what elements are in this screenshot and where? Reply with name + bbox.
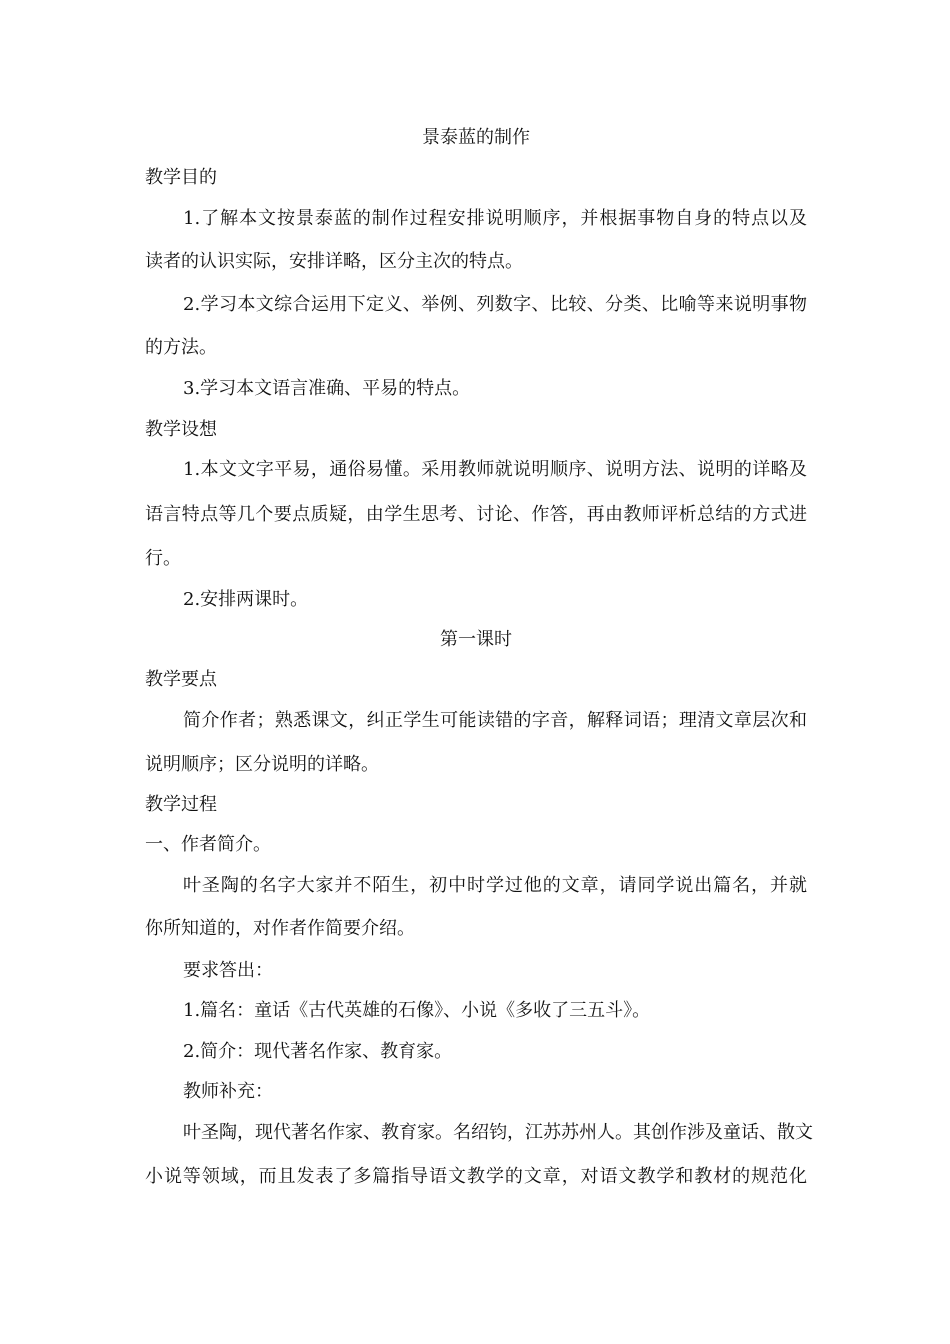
intro-line-2: 你所知道的，对作者作简要介绍。: [145, 918, 415, 939]
design-1-line-2: 语言特点等几个要点质疑，由学生思考、讨论、作答，再由教师评析总结的方式进: [145, 504, 807, 525]
objective-2-line-1: 2.学习本文综合运用下定义、举例、列数字、比较、分类、比喻等来说明事物: [183, 294, 807, 315]
lesson-1-title: 第一课时: [440, 629, 512, 650]
design-1-line-3: 行。: [145, 548, 181, 569]
document-title: 景泰蓝的制作: [422, 127, 530, 148]
answer-requirement: 要求答出：: [183, 960, 273, 981]
design-1-line-1: 1.本文文字平易，通俗易懂。采用教师就说明顺序、说明方法、说明的详略及: [183, 459, 807, 480]
answer-1: 1.篇名：童话《古代英雄的石像》、小说《多收了三五斗》。: [183, 1000, 651, 1021]
intro-line-1: 叶圣陶的名字大家并不陌生，初中时学过他的文章，请同学说出篇名，并就: [183, 875, 807, 896]
objective-1-line-1: 1.了解本文按景泰蓝的制作过程安排说明顺序，并根据事物自身的特点以及: [183, 208, 807, 229]
heading-keypoints: 教学要点: [145, 669, 217, 690]
teacher-addition: 教师补充：: [183, 1081, 273, 1102]
keypoints-line-2: 说明顺序；区分说明的详略。: [145, 754, 379, 775]
objective-3: 3.学习本文语言准确、平易的特点。: [183, 378, 471, 399]
objective-1-line-2: 读者的认识实际，安排详略，区分主次的特点。: [145, 251, 523, 272]
answer-2: 2.简介：现代著名作家、教育家。: [183, 1041, 453, 1062]
keypoints-line-1: 简介作者；熟悉课文，纠正学生可能读错的字音，解释词语；理清文章层次和: [183, 710, 807, 731]
bio-line-1: 叶圣陶，现代著名作家、教育家。名绍钧，江苏苏州人。其创作涉及童话、散文: [183, 1122, 813, 1143]
objective-2-line-2: 的方法。: [145, 337, 217, 358]
design-2: 2.安排两课时。: [183, 589, 309, 610]
heading-objectives: 教学目的: [145, 167, 217, 188]
bio-line-2: 小说等领域，而且发表了多篇指导语文教学的文章，对语文教学和教材的规范化: [145, 1166, 807, 1187]
heading-process: 教学过程: [145, 794, 217, 815]
heading-design: 教学设想: [145, 419, 217, 440]
section-1-heading: 一、作者简介。: [145, 834, 271, 855]
